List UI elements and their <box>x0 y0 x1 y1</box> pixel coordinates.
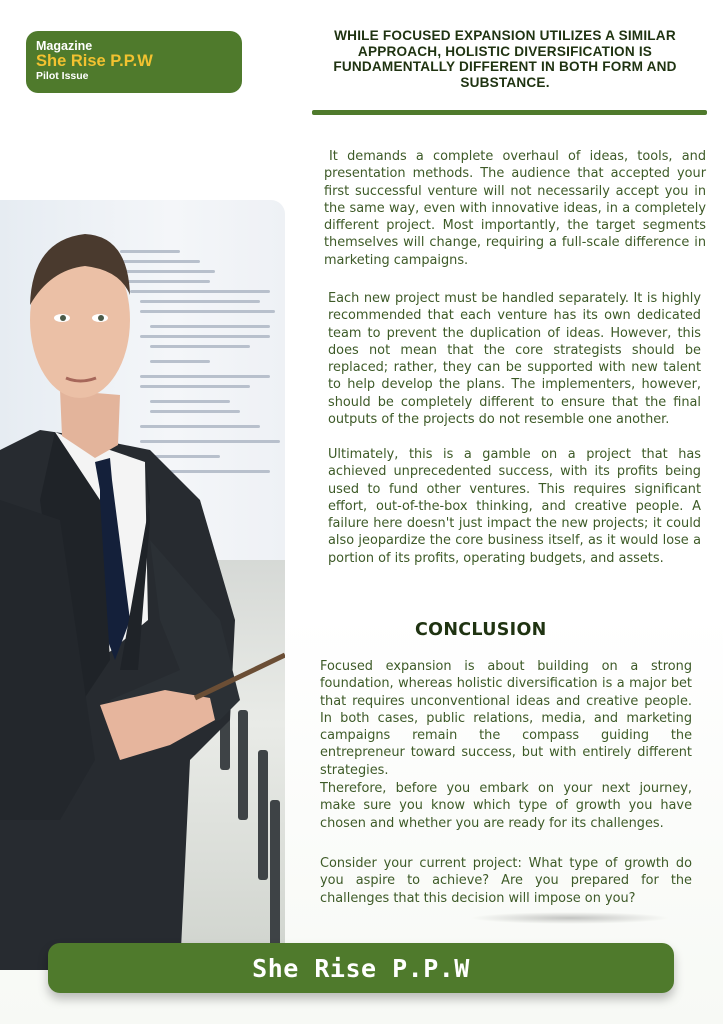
body-paragraph-3: Ultimately, this is a gamble on a project that has achieved unprecedented success, with its profits being used to fund other ventures. This requires significant effort, out-of-the-box thinking, and creative people. A failure here doesn't just impact the new projects; it could also jeopardize the core business itself, as it would lose a portion of its profits, operating budgets, and assets. <box>328 447 701 566</box>
footer-brand: She Rise P.P.W <box>252 953 470 983</box>
presenter-figure <box>0 200 285 970</box>
presenter-photo <box>0 200 285 970</box>
footer-banner <box>48 943 674 993</box>
badge-issue-label: Pilot Issue <box>36 70 89 82</box>
magazine-badge <box>26 31 242 93</box>
conclusion-paragraph-3: Consider your current project: What type of growth do you aspire to achieve? Are you prepared for the challenges that this decision will impose on you? <box>320 856 692 906</box>
conclusion-paragraph-1: Focused expansion is about building on a strong foundation, whereas holistic diversification is a major bet that requires unconventional ideas and creative people. In both cases, public relations, media, and marketing campaigns remain the compass guiding the entrepreneur toward success, but with entirely different strategies. <box>320 659 692 778</box>
body-paragraph-2: Each new project must be handled separately. It is highly recommended that each venture has its own dedicated team to prevent the duplication of ideas. However, this does not mean that the core strategists should be replaced; rather, they can be supported with new talent to help develop the plans. The implementers, however, should be completely different to ensure that the final outputs of the projects do not resemble one another. <box>328 291 701 428</box>
body-paragraph-1: It demands a complete overhaul of ideas, tools, and presentation methods. The audience that accepted your first successful venture will not necessarily accept you in the same way, even with innovative ideas, in a completely different project. Most importantly, the target segments themselves will change, requiring a full-scale difference in marketing campaigns. <box>324 149 706 268</box>
article-headline: WHILE FOCUSED EXPANSION UTILIZES A SIMILAR APPROACH, HOLISTIC DIVERSIFICATION IS FUNDAMENTALLY DIFFERENT IN BOTH FORM AND SUBSTANCE. <box>333 28 677 90</box>
conclusion-paragraph-2: Therefore, before you embark on your next journey, make sure you know which type of growth you have chosen and whether you are ready for its challenges. <box>320 781 692 831</box>
badge-magazine-label: Magazine <box>36 39 93 53</box>
headline-divider <box>312 110 707 115</box>
badge-brand-name: She Rise P.P.W <box>36 52 153 70</box>
decorative-shadow <box>470 912 670 924</box>
conclusion-heading: CONCLUSION <box>415 620 547 640</box>
